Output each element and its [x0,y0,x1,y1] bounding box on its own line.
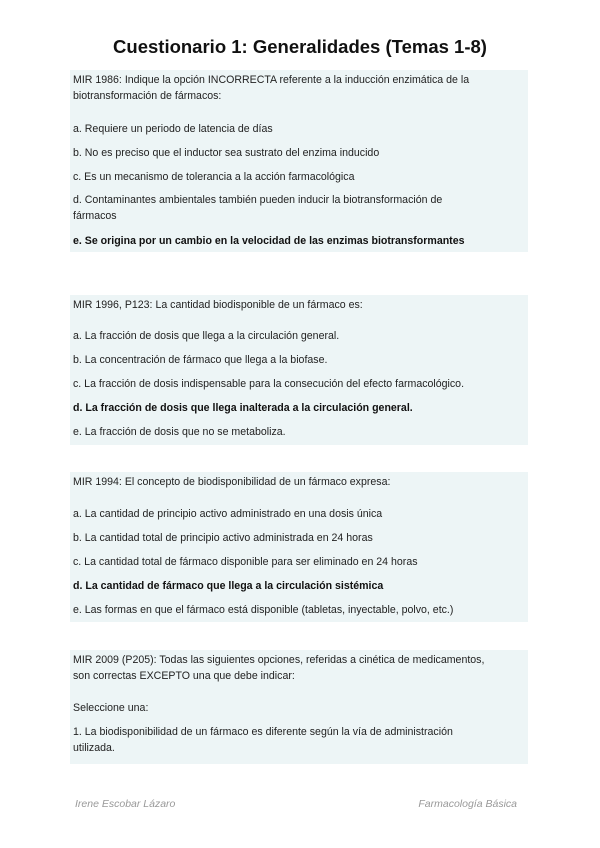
question-card-4 [70,650,528,764]
option-c: c. La cantidad total de fármaco disponible para ser eliminado en 24 horas [73,556,418,568]
question-card-1 [70,70,528,252]
select-prompt: Seleccione una: [73,702,149,714]
question-stem-line: MIR 2009 (P205): Todas las siguientes opciones, referidas a cinética de medicamentos, [73,654,485,666]
footer-author: Irene Escobar Lázaro [75,798,176,810]
option-d-correct: d. La fracción de dosis que llega inalterada a la circulación general. [73,402,413,414]
option-e: e. Las formas en que el fármaco está disponible (tabletas, inyectable, polvo, etc.) [73,604,454,616]
question-stem-line: son correctas EXCEPTO una que debe indicar: [73,670,295,682]
question-card-3 [70,472,528,622]
question-stem-line: biotransformación de fármacos: [73,90,222,102]
option-b: b. La cantidad total de principio activo administrada en 24 horas [73,532,373,544]
footer-subject: Farmacología Básica [418,798,517,810]
page-title: Cuestionario 1: Generalidades (Temas 1-8) [113,36,487,57]
option-a: a. Requiere un periodo de latencia de días [73,123,273,135]
question-stem-line: MIR 1994: El concepto de biodisponibilidad de un fármaco expresa: [73,476,391,488]
option-d-continued: fármacos [73,210,117,222]
option-1-continued: utilizada. [73,742,115,754]
question-stem-line: MIR 1986: Indique la opción INCORRECTA referente a la inducción enzimática de la [73,74,470,86]
option-e: e. La fracción de dosis que no se metaboliza. [73,426,286,438]
option-d-correct: d. La cantidad de fármaco que llega a la circulación sistémica [73,580,384,592]
option-b: b. No es preciso que el inductor sea sustrato del enzima inducido [73,147,380,159]
option-1: 1. La biodisponibilidad de un fármaco es diferente según la vía de administración [73,726,453,738]
option-c: c. La fracción de dosis indispensable para la consecución del efecto farmacológico. [73,378,465,390]
question-card-2 [70,295,528,445]
option-b: b. La concentración de fármaco que llega a la biofase. [73,354,328,366]
option-e-correct: e. Se origina por un cambio en la velocidad de las enzimas biotransformantes [73,235,465,247]
option-d: d. Contaminantes ambientales también pueden inducir la biotransformación de [73,194,443,206]
option-a: a. La fracción de dosis que llega a la circulación general. [73,330,340,342]
option-c: c. Es un mecanismo de tolerancia a la acción farmacológica [73,171,355,183]
option-a: a. La cantidad de principio activo administrado en una dosis única [73,508,383,520]
question-stem-line: MIR 1996, P123: La cantidad biodisponible de un fármaco es: [73,299,363,311]
